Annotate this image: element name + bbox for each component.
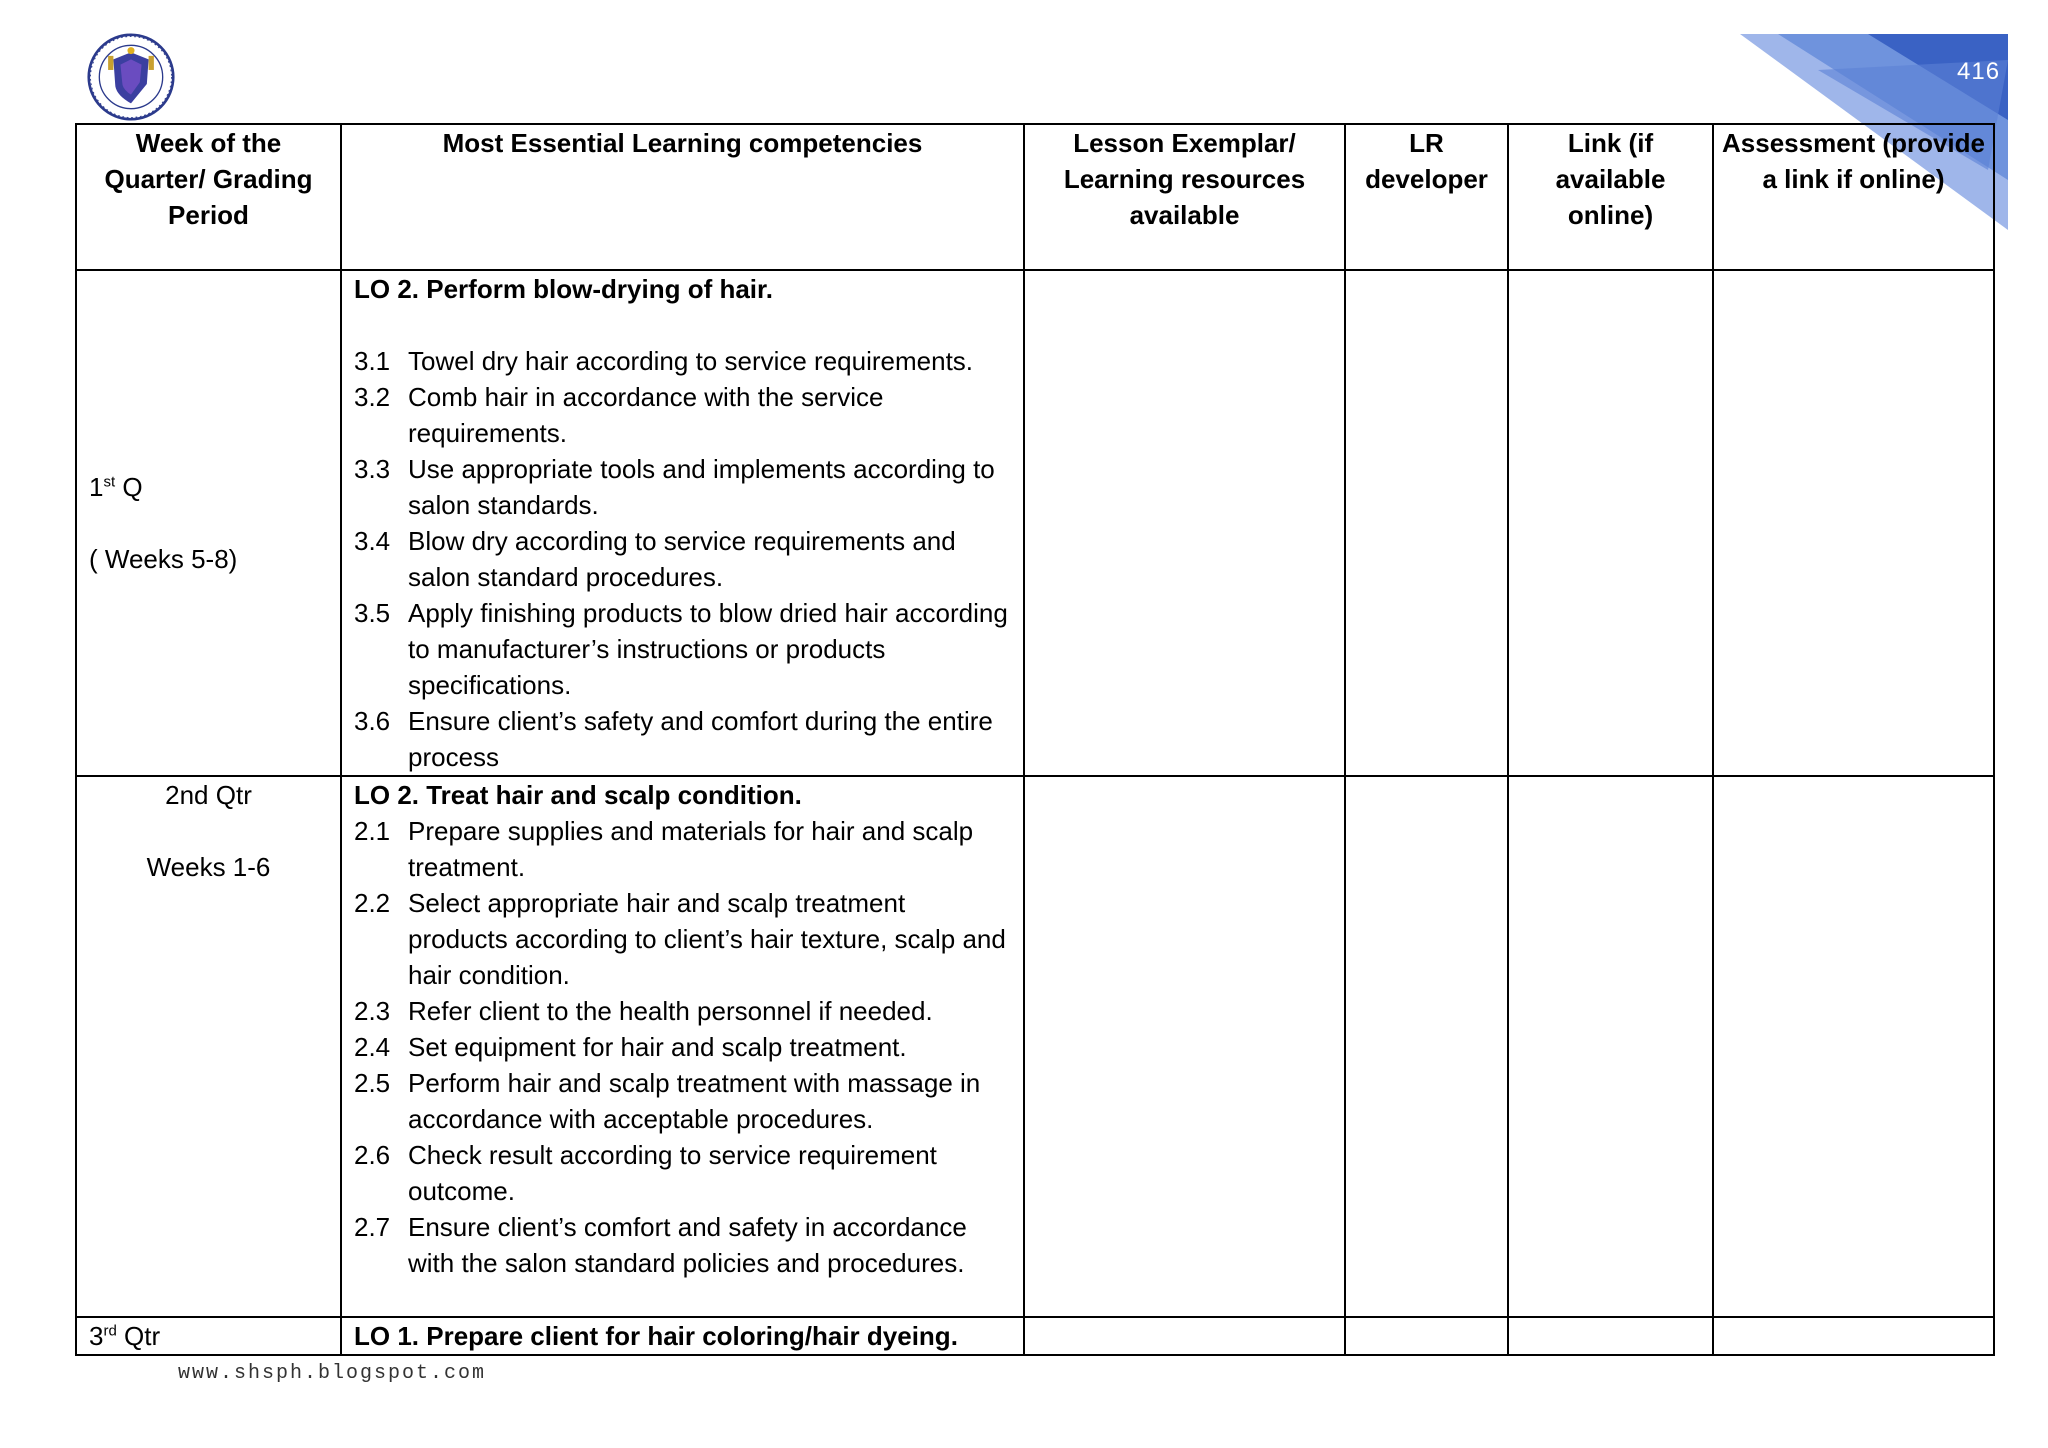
lr-developer-cell [1345,776,1508,1317]
header-assessment: Assessment (provide a link if online) [1713,124,1994,270]
list-item: 2.4 Set equipment for hair and scalp treatment. [354,1032,907,1062]
table-header-row [76,124,1994,270]
list-item: 2.2 Select appropriate hair and scalp treatment products according to client’s hair texture, scalp and hair condition. [354,888,1006,990]
table-row [76,1317,1994,1355]
header-lr-developer: LR developer [1345,124,1508,270]
week-cell [76,776,341,1317]
header-mel: Most Essential Learning competencies [341,124,1024,270]
lesson-cell [1024,270,1345,776]
lo-title: LO 1. Prepare client for hair coloring/hair dyeing. [354,1321,958,1351]
list-item: 3.3 Use appropriate tools and implements according to salon standards. [354,454,995,520]
list-item: 2.1 Prepare supplies and materials for hair and scalp treatment. [354,816,974,882]
week-label: 3rd Qtr [89,1321,161,1351]
mel-table [75,123,1995,1356]
list-item: 3.1 Towel dry hair according to service requirements. [354,346,974,376]
list-item: 2.3 Refer client to the health personnel if needed. [354,996,933,1026]
competency-cell [341,776,1024,1317]
list-item: 3.2 Comb hair in accordance with the service requirements. [354,382,884,448]
assessment-cell [1713,1317,1994,1355]
link-cell [1508,776,1713,1317]
lesson-cell [1024,776,1345,1317]
competency-cell [341,270,1024,776]
table-row [76,776,1994,1317]
competency-list [354,343,1011,775]
week-cell [76,1317,341,1355]
week-label: 1st Q [89,472,143,502]
list-item: 2.6 Check result according to service requirement outcome. [354,1140,937,1206]
week-range: ( Weeks 5-8) [89,544,238,574]
deped-seal-icon [87,33,175,121]
assessment-cell [1713,776,1994,1317]
header-week: Week of the Quarter/ Grading Period [76,124,341,270]
lesson-cell [1024,1317,1345,1355]
list-item: 3.5 Apply finishing products to blow dried hair according to manufacturer’s instructions or products specifications. [354,598,1008,700]
link-cell [1508,1317,1713,1355]
lr-developer-cell [1345,1317,1508,1355]
week-range: Weeks 1-6 [146,852,271,882]
header-link: Link (if available online) [1508,124,1713,270]
list-item: 3.6 Ensure client’s safety and comfort during the entire process [354,706,993,772]
list-item: 2.5 Perform hair and scalp treatment with massage in accordance with acceptable procedures. [354,1068,981,1134]
lr-developer-cell [1345,270,1508,776]
footer-url: www.shsph.blogspot.com [178,1362,487,1385]
week-cell [76,270,341,776]
page-number: 416 [1957,58,2001,85]
week-label: 2nd Qtr [165,780,252,810]
list-item: 2.7 Ensure client’s comfort and safety in accordance with the salon standard policies and procedures. [354,1212,967,1278]
link-cell [1508,270,1713,776]
competency-list [354,813,1011,1281]
table-row [76,270,1994,776]
lo-title: LO 2. Treat hair and scalp condition. [354,780,802,810]
header-lesson: Lesson Exemplar/ Learning resources available [1024,124,1345,270]
competency-cell [341,1317,1024,1355]
lo-title: LO 2. Perform blow-drying of hair. [354,274,773,304]
assessment-cell [1713,270,1994,776]
list-item: 3.4 Blow dry according to service requirements and salon standard procedures. [354,526,956,592]
